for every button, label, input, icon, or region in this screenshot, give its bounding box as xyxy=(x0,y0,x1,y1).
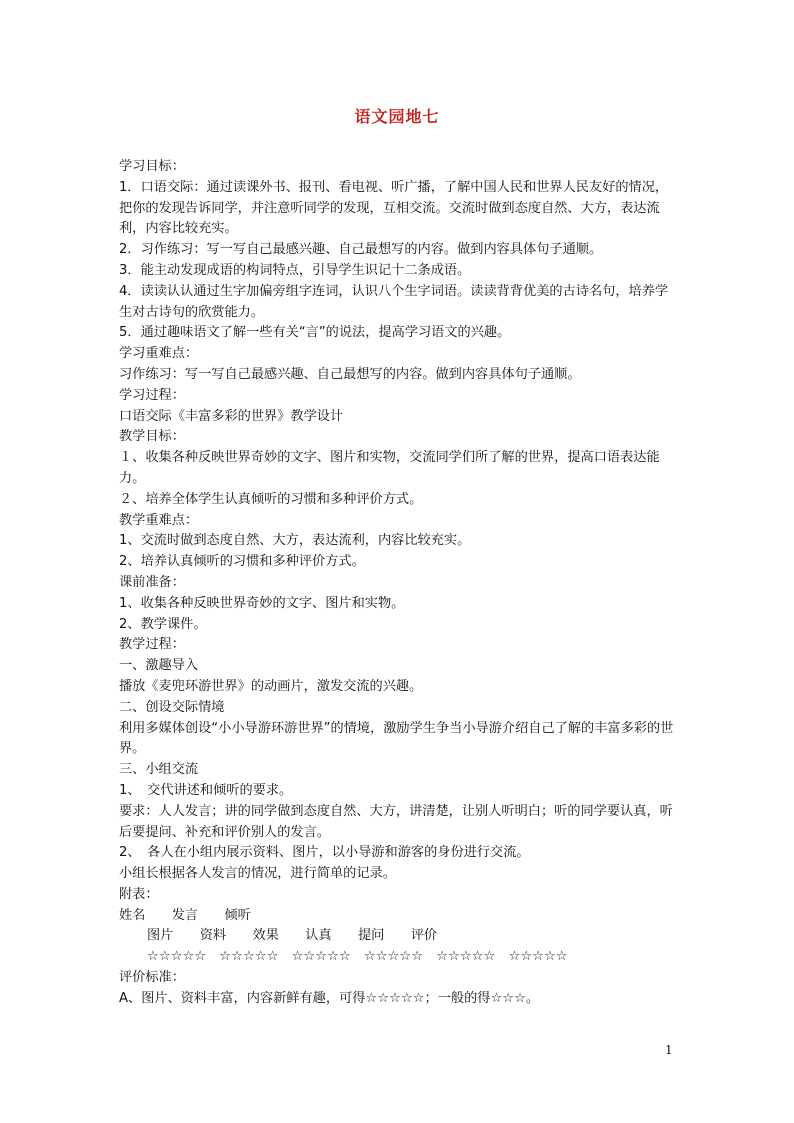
text-line: 2、培养认真倾听的习惯和多种评价方式。 xyxy=(119,554,365,570)
text-line: 教学重难点： xyxy=(119,512,199,528)
text-line: １、收集各种反映世界奇妙的文字、图片和实物，交流同学们所了解的世界，提高口语表达能力。 xyxy=(119,450,660,486)
text-line: 1、 交代讲述和倾听的要求。 xyxy=(119,782,293,798)
text-line: 三、小组交流 xyxy=(119,762,199,778)
text-line: 1．口语交际：通过读课外书、报刊、看电视、听广播，了解中国人民和世界人民友好的情况，把你的发现告诉同学，并注意听同学的发现，互相交流。交流时做到态度自然、大方，表达流利，内容比较充实。 xyxy=(119,179,669,237)
document-title: 语文园地七 xyxy=(354,107,440,126)
text-line: 要求：人人发言；讲的同学做到态度自然、大方，讲清楚，让别人听明白；听的同学要认真，听后要提问、补充和评价别人的发言。 xyxy=(119,803,673,840)
text-line: 习作练习：写一写自己最感兴趣、自己最想写的内容。做到内容具体句子通顺。 xyxy=(119,366,581,382)
text-line: 教学过程： xyxy=(119,637,185,653)
text-line: 学习目标： xyxy=(119,159,185,174)
page-number: 1 xyxy=(665,1043,673,1057)
text-line: 学习过程： xyxy=(119,387,185,403)
text-line: 二、创设交际情境 xyxy=(119,699,225,715)
text-line: 1、交流时做到态度自然、大方，表达流利，内容比较充实。 xyxy=(119,533,471,549)
table-subheader-row: 图片 资料 效果 认真 提问 评价 xyxy=(147,928,438,944)
document-body xyxy=(119,157,679,1010)
text-line: 课前准备： xyxy=(119,574,185,590)
table-header-row: 姓名 发言 倾听 xyxy=(119,907,251,923)
text-line: 1、收集各种反映世界奇妙的文字、图片和实物。 xyxy=(119,595,405,611)
text-line: 3．能主动发现成语的构词特点，引导学生识记十二条成语。 xyxy=(119,262,471,278)
text-line: 一、激趣导入 xyxy=(119,658,199,674)
text-line: A、图片、资料丰富，内容新鲜有趣，可得☆☆☆☆☆；一般的得☆☆☆。 xyxy=(119,990,540,1006)
text-line: 口语交际《丰富多彩的世界》教学设计 xyxy=(119,408,344,424)
text-line: ２、培养全体学生认真倾听的习惯和多种评价方式。 xyxy=(119,491,423,507)
text-line: 评价标准： xyxy=(119,970,185,986)
text-line: 5．通过趣味语文了解一些有关“言”的说法，提高学习语文的兴趣。 xyxy=(119,325,511,341)
text-line: 附表： xyxy=(119,886,159,902)
text-line: 利用多媒体创设“小小导游环游世界”的情境，激励学生争当小导游介绍自己了解的丰富多彩的世界。 xyxy=(119,720,674,757)
text-line: 2、教学课件。 xyxy=(119,616,207,632)
table-stars-row: ☆☆☆☆☆ ☆☆☆☆☆ ☆☆☆☆☆ ☆☆☆☆☆ ☆☆☆☆☆ ☆☆☆☆☆ xyxy=(147,949,568,965)
text-line: 2、 各人在小组内展示资料、图片，以小导游和游客的身份进行交流。 xyxy=(119,845,530,861)
text-line: 小组长根据各人发言的情况，进行简单的记录。 xyxy=(119,866,396,882)
text-line: 4．读读认认通过生字加偏旁组字连词，认识八个生字词语。读读背背优美的古诗名句，培养学生对古诗句的欣赏能力。 xyxy=(119,283,669,320)
text-line: 学习重难点： xyxy=(119,346,199,362)
text-line: 教学目标： xyxy=(119,429,185,445)
text-line: 播放《麦兜环游世界》的动画片，激发交流的兴趣。 xyxy=(119,678,423,694)
text-line: 2．习作练习：写一写自己最感兴趣、自己最想写的内容。做到内容具体句子通顺。 xyxy=(119,242,603,258)
